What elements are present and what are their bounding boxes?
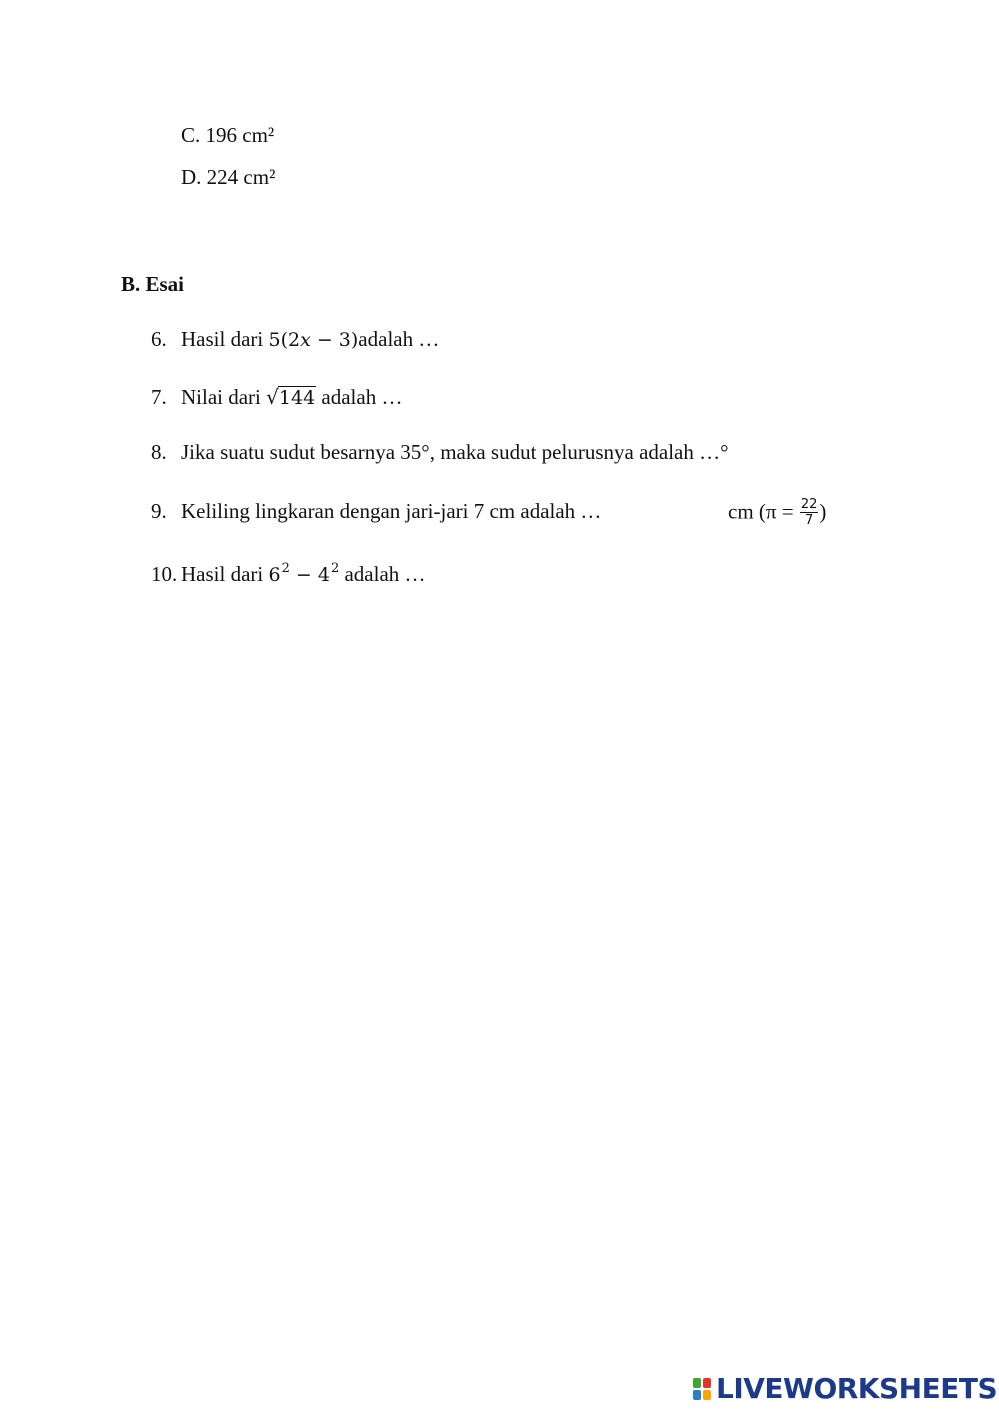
question-number: 10. [151,562,178,586]
unit-prefix: cm (π = [728,499,799,524]
logo-text: LIVEWORKSHEETS [716,1372,998,1405]
question-text: Keliling lingkaran dengan jari-jari 7 cm adalah … [181,499,602,523]
logo-square [703,1390,711,1400]
logo-square [703,1378,711,1388]
radicand: 144 [278,387,316,409]
math-expression [268,329,358,351]
question-number: 8. [151,440,167,464]
question-suffix: adalah … [339,562,426,586]
pi-fraction [800,497,819,528]
question-text [181,326,439,353]
power-exponent: 2 [330,561,340,576]
question-prefix: Nilai dari [181,385,267,409]
option-d: D. 224 cm² [181,165,276,189]
math-variable: x [300,329,311,351]
question-text [181,384,402,411]
power-base: 6 [268,564,281,586]
math-expression [268,561,340,586]
question-number: 6. [151,327,167,351]
power-base: 4 [317,564,330,586]
option-c: C. 196 cm² [181,123,275,147]
fraction-denominator: 7 [804,513,814,528]
minus-sign: − [289,564,318,586]
question-number: 7. [151,385,167,409]
question-suffix: adalah … [316,385,403,409]
question-prefix: Hasil dari [181,562,269,586]
unit-note [728,498,826,529]
power-exponent: 2 [281,561,290,576]
question-number: 9. [151,499,167,523]
liveworksheets-logo [692,1374,997,1404]
fraction-numerator: 22 [800,497,818,512]
radical-sign: √ [266,385,279,409]
logo-mark-icon [692,1377,712,1401]
section-title: B. Esai [121,272,185,296]
square-root [266,384,316,411]
question-prefix: Hasil dari [181,327,269,351]
logo-square [693,1378,701,1388]
math-part: 5(2 [268,329,301,351]
math-part: − 3) [310,329,359,351]
logo-square [693,1390,701,1400]
question-suffix: adalah … [358,327,440,351]
unit-suffix: ) [819,499,827,524]
question-text [181,561,426,591]
question-text: Jika suatu sudut besarnya 35°, maka sudut pelurusnya adalah …° [181,440,729,464]
